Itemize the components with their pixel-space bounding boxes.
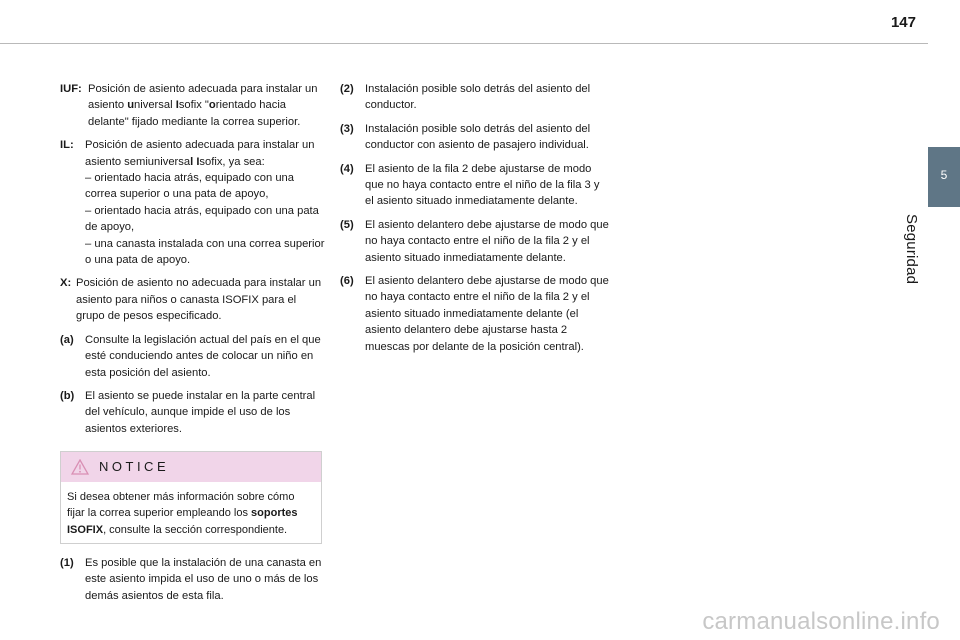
note-key: (6) xyxy=(340,275,354,288)
note-text: Instalación posible solo detrás del asiento del conductor. xyxy=(365,83,591,112)
list-item: – orientado hacia atrás, equipado con una pata de apoyo, xyxy=(85,204,319,234)
warning-triangle-icon xyxy=(71,459,89,475)
note-a xyxy=(60,332,325,381)
note-text: Instalación posible solo detrás del asiento del conductor con asiento de pasajero individual. xyxy=(365,122,591,152)
note-text: El asiento se puede instalar en la parte central del vehículo, aunque impide el uso de los asientos exteriores. xyxy=(85,389,316,435)
note-text: El asiento delantero debe ajustarse de modo que no haya contacto entre el niño de la fila 2 y el asiento situado inmediatamente delante (el asiento delantero debe ajustarse hasta 2 muescas por delante de la posición central). xyxy=(365,275,609,353)
legend-iuf xyxy=(60,81,325,130)
note-b xyxy=(60,388,325,437)
notice-bold-term: soportes ISOFIX xyxy=(67,507,298,536)
section-tab-label: Seguridad xyxy=(903,214,920,285)
notice-title: NOTICE xyxy=(99,458,170,474)
note-text: Consulte la legislación actual del país en el que esté conduciendo antes de colocar un niño en esta posición del asiento. xyxy=(85,333,321,379)
left-column xyxy=(60,81,325,611)
note-6 xyxy=(340,273,610,355)
note-text: El asiento delantero debe ajustarse de modo que no haya contacto entre el niño de la fila 2 y el asiento situado inmediatamente delante. xyxy=(365,218,609,264)
legend-il xyxy=(60,137,325,268)
notice-header xyxy=(61,452,321,482)
note-key: (2) xyxy=(340,83,354,95)
note-text: El asiento de la fila 2 debe ajustarse de modo que no haya contacto entre el niño de la fila 3 y el asiento situado inmediatamente delante. xyxy=(365,162,600,208)
note-key: (4) xyxy=(340,162,354,175)
legend-key: X: xyxy=(60,277,72,290)
right-column xyxy=(340,81,610,362)
section-tab[interactable] xyxy=(928,147,960,207)
note-key: (1) xyxy=(60,556,74,569)
legend-key: IUF: xyxy=(60,83,82,95)
legend-text: Posición de asiento adecuada para instalar un asiento universal Isofix "orientado hacia delante" fijado mediante la correa superior. xyxy=(88,83,318,128)
note-text: Es posible que la instalación de una canasta en este asiento impida el uso de uno o más de los demás asientos de esta fila. xyxy=(85,556,322,602)
list-item: – una canasta instalada con una correa superior o una pata de apoyo. xyxy=(85,237,325,267)
legend-text: Posición de asiento no adecuada para instalar un asiento para niños o canasta ISOFIX para el grupo de pesos especificado. xyxy=(76,277,322,323)
notice-box xyxy=(60,451,322,544)
note-key: (3) xyxy=(340,122,354,135)
section-tab-number: 5 xyxy=(940,168,948,182)
note-key: (a) xyxy=(60,333,74,346)
legend-x xyxy=(60,275,325,324)
note-1 xyxy=(60,555,325,604)
note-3 xyxy=(340,121,610,154)
list-item: – orientado hacia atrás, equipado con una correa superior o una pata de apoyo, xyxy=(85,172,294,201)
notice-body: Si desea obtener más información sobre cómo fijar la correa superior empleando los soportes ISOFIX, consulte la sección correspondiente. xyxy=(67,491,298,536)
note-2 xyxy=(340,81,610,114)
note-key: (b) xyxy=(60,389,75,402)
legend-key: IL: xyxy=(60,139,74,152)
note-5 xyxy=(340,217,610,266)
note-4 xyxy=(340,161,610,210)
watermark: carmanualsonline.info xyxy=(702,608,940,635)
note-key: (5) xyxy=(340,218,354,231)
page-number: 147 xyxy=(890,14,916,31)
header-rule xyxy=(0,43,928,44)
legend-text: Posición de asiento adecuada para instalar un asiento semiuniversal Isofix, ya sea: – orientado hacia atrás, equipado con una correa superior o una pata de apoyo, – orientado hacia atrás, equipado con una pata de apoyo, – una canasta instalada con una correa superior o una pata de apoyo. xyxy=(85,137,325,268)
